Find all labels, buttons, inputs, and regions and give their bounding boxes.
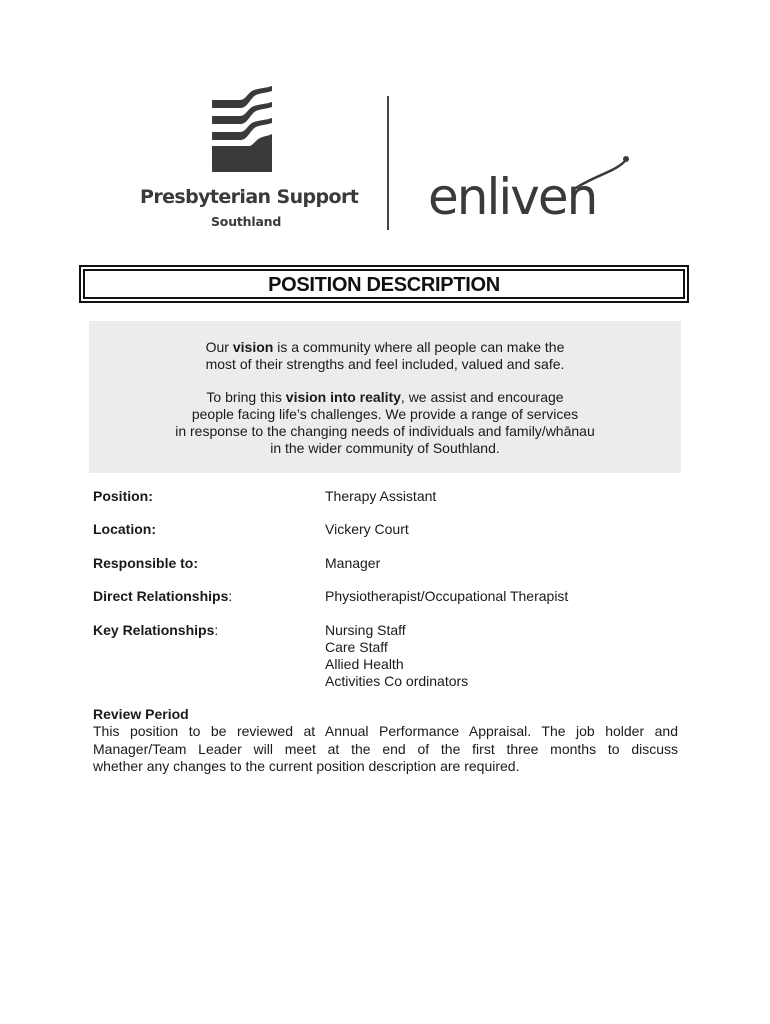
key-relationship-item: Nursing Staff bbox=[325, 622, 406, 638]
field-direct-value: Physiotherapist/Occupational Therapist bbox=[325, 588, 569, 604]
key-relationship-item: Care Staff bbox=[325, 639, 388, 655]
enliven-swoosh-icon bbox=[428, 150, 633, 240]
field-key-values bbox=[325, 622, 468, 690]
field-key-label bbox=[93, 622, 218, 639]
vision-statement bbox=[89, 321, 681, 473]
enliven-wordmark: enliven bbox=[428, 168, 597, 226]
text: is a community where all people can make the bbox=[273, 339, 565, 355]
vision-line bbox=[89, 389, 681, 406]
field-responsible-label bbox=[93, 555, 198, 572]
vision-paragraph-2 bbox=[89, 389, 681, 457]
key-relationship-item: Activities Co ordinators bbox=[325, 673, 469, 689]
field-position-label bbox=[93, 488, 153, 505]
vision-line: in the wider community of Southland. bbox=[270, 440, 500, 456]
vision-line: in response to the changing needs of individuals and family/whānau bbox=[175, 423, 595, 439]
org-region: Southland bbox=[211, 214, 282, 229]
field-location-label bbox=[93, 521, 156, 538]
field-direct-label bbox=[93, 588, 232, 605]
label: Direct Relationships bbox=[93, 588, 229, 604]
label: Responsible to: bbox=[93, 555, 199, 571]
logo-divider bbox=[387, 96, 389, 230]
text: Our bbox=[205, 339, 233, 355]
key-relationship-item: Allied Health bbox=[325, 656, 404, 672]
vision-line bbox=[89, 339, 681, 356]
org-name: Presbyterian Support bbox=[140, 186, 359, 208]
vision-line: most of their strengths and feel included, valued and safe. bbox=[205, 356, 565, 372]
label-suffix: : bbox=[228, 588, 233, 604]
label: Key Relationships bbox=[93, 622, 215, 638]
review-period-text bbox=[93, 723, 678, 776]
label-suffix: : bbox=[214, 622, 219, 638]
text: , we assist and encourage bbox=[400, 389, 564, 405]
review-line: This position to be reviewed at Annual Performance Appraisal. The job holder and bbox=[93, 723, 678, 739]
psl-wave-mark-icon bbox=[210, 86, 274, 176]
field-position-value: Therapy Assistant bbox=[325, 488, 437, 504]
enliven-logo bbox=[428, 150, 633, 240]
review-period-heading: Review Period bbox=[93, 706, 189, 722]
field-location-value: Vickery Court bbox=[325, 521, 409, 537]
label: Position: bbox=[93, 488, 153, 504]
page-title: POSITION DESCRIPTION bbox=[268, 274, 500, 296]
text: To bring this bbox=[206, 389, 286, 405]
label: Location: bbox=[93, 521, 156, 537]
presbyterian-support-logo bbox=[138, 86, 359, 236]
emphasis: vision into reality bbox=[285, 389, 401, 405]
review-line: whether any changes to the current position description are required. bbox=[93, 758, 520, 774]
review-line: Manager/Team Leader will meet at the end of the first three months to discuss bbox=[93, 740, 678, 757]
field-responsible-value: Manager bbox=[325, 555, 381, 571]
vision-paragraph-1 bbox=[89, 339, 681, 373]
title-box bbox=[79, 265, 689, 303]
vision-line: people facing life’s challenges. We provide a range of services bbox=[191, 406, 579, 422]
emphasis: vision bbox=[232, 339, 274, 355]
